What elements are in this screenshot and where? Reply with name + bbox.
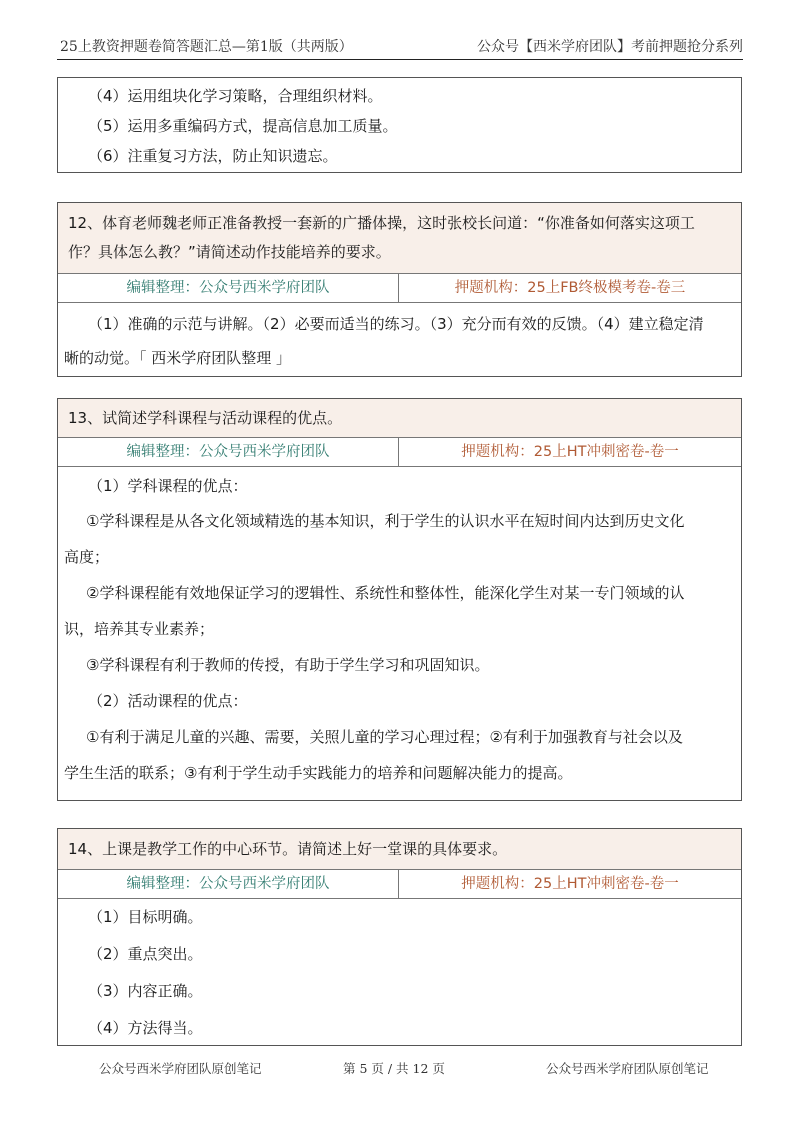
answer-line: （4）运用组块化学习策略，合理组织材料。 (88, 87, 383, 105)
question-box-14 (57, 828, 742, 1046)
footer-left: 公众号西米学府团队原创笔记 (99, 1061, 262, 1076)
header-divider (57, 59, 743, 60)
page-header (57, 32, 743, 58)
answer-line: 高度； (64, 548, 110, 566)
answer-line: （2）活动课程的优点： (88, 692, 248, 710)
question-text: 13、试简述学科课程与活动课程的优点。 (58, 399, 741, 438)
editor-label: 编辑整理：公众号西米学府团队 (58, 274, 399, 302)
answer-line: （3）内容正确。 (88, 982, 203, 1000)
footer-page-number: 第 5 页 / 共 12 页 (343, 1061, 445, 1076)
answer-line: （1）学科课程的优点： (88, 477, 248, 495)
question-text: 12、体育老师魏老师正准备教授一套新的广播体操，这时张校长问道：“你准备如何落实这项工 作？具体怎么教？”请简述动作技能培养的要求。 (58, 203, 741, 274)
header-title: 25上教资押题卷简答题汇总—第1版（共两版） (60, 39, 353, 55)
editor-label: 编辑整理：公众号西米学府团队 (58, 870, 399, 898)
source-label: 押题机构：25上HT冲刺密卷-卷一 (461, 876, 679, 892)
question-box-12 (57, 202, 742, 377)
editor-label: 编辑整理：公众号西米学府团队 (58, 438, 399, 466)
answer-line: 识，培养其专业素养； (64, 620, 215, 638)
source-label: 押题机构：25上HT冲刺密卷-卷一 (461, 444, 679, 460)
meta-row (58, 438, 741, 467)
answer-line: （1）目标明确。 (88, 908, 203, 926)
question-box-13 (57, 398, 742, 801)
answer-line: ①学科课程是从各文化领域精选的基本知识，利于学生的认识水平在短时间内达到历史文化 (86, 512, 685, 530)
source-label: 押题机构：25上FB终极模考卷-卷三 (454, 280, 686, 296)
meta-row (58, 870, 741, 899)
answer-line: 晰的动觉。「 西米学府团队整理 」 (64, 349, 292, 367)
answer-line: ①有利于满足儿童的兴趣、需要，关照儿童的学习心理过程；②有利于加强教育与社会以及 (86, 728, 683, 746)
answer-line: （1）准确的示范与讲解。（2）必要而适当的练习。（3）充分而有效的反馈。（4）建立稳定清 (88, 315, 704, 333)
answer-line: （4）方法得当。 (88, 1019, 203, 1037)
meta-row (58, 274, 741, 303)
answer-line: （2）重点突出。 (88, 945, 203, 963)
answer-line: （6）注重复习方法，防止知识遗忘。 (88, 147, 338, 165)
answer-line: 学生生活的联系；③有利于学生动手实践能力的培养和问题解决能力的提高。 (64, 764, 573, 782)
answer-line: （5）运用多重编码方式，提高信息加工质量。 (88, 117, 398, 135)
continuation-box (57, 77, 742, 173)
footer-right: 公众号西米学府团队原创笔记 (546, 1061, 709, 1076)
answer-line: ③学科课程有利于教师的传授，有助于学生学习和巩固知识。 (86, 656, 490, 674)
header-series: 公众号【西米学府团队】考前押题抢分系列 (477, 39, 743, 55)
question-text: 14、上课是教学工作的中心环节。请简述上好一堂课的具体要求。 (58, 829, 741, 870)
answer-line: ②学科课程能有效地保证学习的逻辑性、系统性和整体性，能深化学生对某一专门领域的认 (86, 584, 685, 602)
